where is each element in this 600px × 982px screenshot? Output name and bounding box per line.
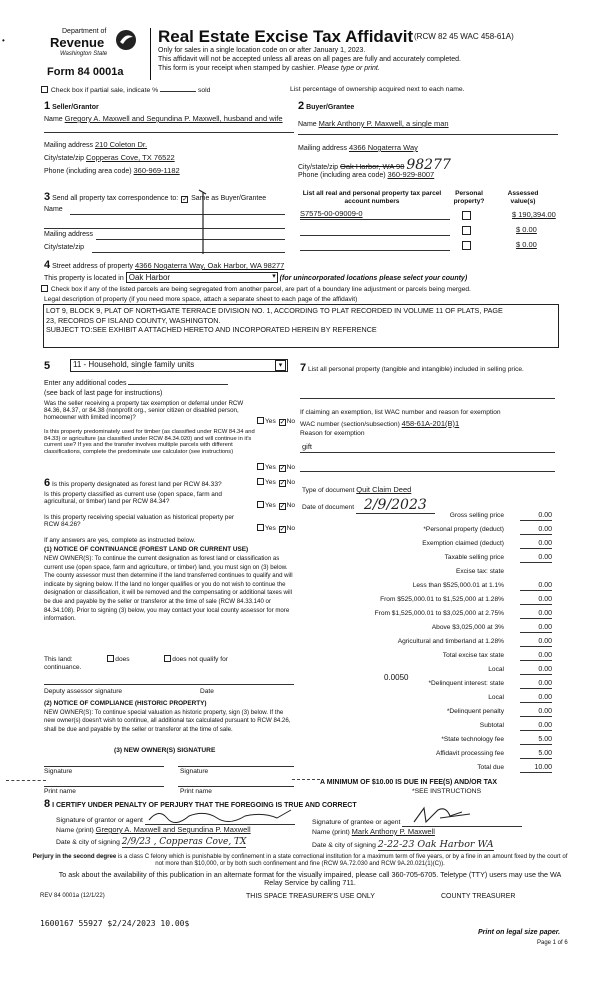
new-owner-signature-line bbox=[44, 766, 164, 767]
section6-q2: Is this property classified as current use (open space, farm and agricultural, or timber) land per RCW 84.34? bbox=[44, 491, 222, 506]
grantee-signature[interactable] bbox=[402, 816, 522, 827]
section3-city-line bbox=[92, 252, 285, 253]
seller-phone-row: Phone (including area code) 360-969-1182 bbox=[44, 166, 180, 175]
q2-yes-checkbox[interactable] bbox=[257, 463, 264, 470]
partial-sale-row: Check box if partial sale, indicate % sold bbox=[40, 86, 210, 95]
if-yes-note: If any answers are yes, complete as instructed below. bbox=[44, 537, 196, 544]
parcel-row bbox=[300, 241, 450, 251]
section6-q1: 6 Is this property designated as forest land per RCW 84.33? bbox=[44, 477, 222, 489]
fee-label: Exemption claimed (deduct) bbox=[422, 540, 504, 547]
page-number: Page 1 of 6 bbox=[537, 940, 568, 946]
section3-name-line2 bbox=[44, 228, 285, 229]
grantee-date-row: Date & city of signing 2-22-23 Oak Harbor WA bbox=[312, 839, 494, 850]
q1-yes-checkbox[interactable] bbox=[257, 417, 264, 424]
fee-value[interactable]: 0.00 bbox=[520, 652, 552, 661]
legal-line-1: LOT 9, BLOCK 9, PLAT OF NORTHGATE TERRACE DIVISION NO. 1, ACCORDING TO PLAT RECORDED IN VOLUME 11 OF PLATS, PAGE bbox=[46, 306, 503, 315]
fee-value[interactable]: 0.00 bbox=[520, 512, 552, 521]
wac-number[interactable]: 458-61A-201(B)1 bbox=[401, 419, 460, 428]
parcel-row: S7575-00-09009-0 bbox=[300, 210, 450, 220]
section4-located-row: This property is located in Oak Harbor ▾ (for unincorporated locations please select your county) bbox=[44, 273, 468, 282]
fee-label: Total excise tax state bbox=[442, 652, 504, 659]
notice3-title: (3) NEW OWNER(S) SIGNATURE bbox=[114, 747, 216, 754]
chevron-down-icon: ▾ bbox=[272, 273, 276, 280]
seller-city-row: City/state/zip Copperas Cove, TX 76522 bbox=[44, 153, 175, 162]
fee-value[interactable]: 0.00 bbox=[520, 596, 552, 605]
section7-line bbox=[300, 398, 555, 399]
grantee-date-place[interactable]: 2-22-23 Oak Harbor WA bbox=[377, 839, 494, 850]
fee-value[interactable]: 0.00 bbox=[520, 554, 552, 563]
pen-stroke-mark bbox=[196, 188, 210, 258]
document-date[interactable]: 2/9/2023 bbox=[356, 497, 435, 514]
dash-line-left bbox=[6, 780, 46, 781]
buyer-phone[interactable]: 360-929-8007 bbox=[387, 170, 435, 179]
assessed-value[interactable]: $ 190,394.00 bbox=[512, 210, 556, 219]
section5-number: 5 bbox=[44, 360, 51, 372]
local-rate: 0.0050 bbox=[384, 673, 409, 682]
grantee-signature-row: Signature of grantee or agent bbox=[312, 816, 522, 827]
legal-line-3: SUBJECT TO:SEE EXHIBIT A ATTACHED HERETO AND INCORPORATED HEREIN BY REFERENCE bbox=[46, 325, 377, 334]
fee-value[interactable]: 0.00 bbox=[520, 610, 552, 619]
dept-revenue: Revenue bbox=[50, 35, 105, 50]
buyer-mailing-row: Mailing address 4366 Nogaterra Way bbox=[298, 143, 418, 152]
see-back: (see back of last page for instructions) bbox=[44, 390, 163, 397]
fee-label: Less than $525,000.01 at 1.1% bbox=[412, 582, 504, 589]
legal-description-box[interactable] bbox=[43, 304, 559, 348]
perjury-notice: Perjury in the second degree is a class C felony which is punishable by confinement in a state correctional institution for a maximum term of five years, or by a fine in an amount fixed by the court of not more than $10,000, or by both such confinement and fine (RCW 9A.72.030 and RCW 9A.20.021(1)(C)). bbox=[32, 853, 568, 868]
use-code-select[interactable]: 11 - Household, single family units ▾ bbox=[70, 359, 288, 372]
personal-header: Personal property? bbox=[453, 190, 485, 205]
legal-label: Legal description of property (if you need more space, attach a separate sheet to each page of the affidavit) bbox=[44, 296, 358, 303]
forest-no-checkbox[interactable]: ✓ bbox=[279, 480, 286, 487]
notice1-title: (1) NOTICE OF CONTINUANCE (FOREST LAND OR CURRENT USE) bbox=[44, 546, 249, 553]
grantee-name-row: Name (print) Mark Anthony P. Maxwell bbox=[312, 827, 435, 836]
fee-value[interactable]: 0.00 bbox=[520, 680, 552, 689]
buyer-heading: 2 Buyer/Grantee bbox=[298, 100, 355, 112]
print-name-line bbox=[178, 786, 294, 787]
fee-label: Excise tax: state bbox=[455, 568, 504, 575]
section5-q1-answer: Yes ✓No bbox=[256, 417, 295, 426]
section4-street-row: 4 Street address of property 4366 Nogaterra Way, Oak Harbor, WA 98277 bbox=[44, 259, 285, 271]
rev-number: REV 84 0001a (12/1/22) bbox=[40, 893, 105, 899]
notice2-text: NEW OWNER(S): To continue special valuation as historic property, sign (3) below. If the new owner(s) doesn't wish to continue, all additional tax calculated pursuant to RCW 84.26, shall be due and payable by the seller or transferor at the time of sale. bbox=[44, 709, 291, 733]
form-rcw: (RCW 82 45 WAC 458-61A) bbox=[414, 32, 514, 41]
does-qualify-checkbox[interactable] bbox=[107, 655, 114, 662]
fee-value[interactable]: 0.00 bbox=[520, 582, 552, 591]
grantor-signature[interactable] bbox=[145, 814, 295, 825]
signature-label: Signature bbox=[44, 768, 73, 775]
fee-label: Affidavit processing fee bbox=[435, 750, 504, 757]
fee-value[interactable]: 0.00 bbox=[520, 638, 552, 647]
fee-label: Total due bbox=[477, 764, 504, 771]
form-title: Real Estate Excise Tax Affidavit bbox=[158, 27, 414, 46]
ownership-note: List percentage of ownership acquired next to each name. bbox=[290, 86, 465, 93]
same-as-buyer-checkbox[interactable]: ✓ bbox=[182, 196, 188, 203]
signature-label: Signature bbox=[180, 768, 209, 775]
section5-q2-answer: Yes ✓No bbox=[256, 463, 295, 472]
fee-value[interactable]: 0.00 bbox=[520, 708, 552, 717]
corner-mark: • bbox=[2, 36, 5, 45]
fee-value[interactable]: 5.00 bbox=[520, 750, 552, 759]
county-treasurer: COUNTY TREASURER bbox=[441, 893, 516, 900]
form-number: Form 84 0001a bbox=[47, 66, 124, 78]
seller-mailing[interactable]: 210 Coleton Dr. bbox=[94, 140, 148, 149]
notice2-title: (2) NOTICE OF COMPLIANCE (HISTORIC PROPERTY) bbox=[44, 700, 207, 707]
header-note-3: This form is your receipt when stamped by cashier. Please type or print. bbox=[158, 65, 380, 72]
wac-row: WAC number (section/subsection) 458-61A-201(B)1 bbox=[300, 419, 460, 428]
legal-paper-note: Print on legal size paper. bbox=[478, 929, 561, 936]
section6-q3: Is this property receiving special valuation as historical property per RCW 84.26? bbox=[44, 514, 235, 529]
fee-label: Local bbox=[488, 694, 504, 701]
fee-label: *Personal property (deduct) bbox=[423, 526, 504, 533]
document-type[interactable]: Quit Claim Deed bbox=[356, 485, 412, 494]
grantor-print-name[interactable]: Gregory A. Maxwell and Segundina P. Maxwell bbox=[95, 825, 251, 834]
header-note-2: This affidavit will not be accepted unless all areas on all pages are fully and accurately completed. bbox=[158, 56, 461, 63]
reason-label: Reason for exemption bbox=[300, 430, 365, 437]
current-use-no-checkbox[interactable]: ✓ bbox=[279, 503, 286, 510]
print-name-label: Print name bbox=[180, 788, 212, 795]
section7-heading: 7 List all personal property (tangible and intangible) included in selling price. bbox=[300, 362, 524, 374]
current-use-yes-checkbox[interactable] bbox=[257, 501, 264, 508]
fee-label: *State technology fee bbox=[441, 736, 504, 743]
fee-label: From $525,000.01 to $1,525,000 at 1.28% bbox=[380, 596, 504, 603]
historic-no-checkbox[interactable]: ✓ bbox=[279, 526, 286, 533]
assessed-value[interactable]: $ 0.00 bbox=[516, 240, 537, 249]
segregated-checkbox[interactable] bbox=[41, 285, 48, 292]
personal-property-checkbox[interactable] bbox=[462, 211, 471, 220]
certify: 8 I CERTIFY UNDER PENALTY OF PERJURY THAT THE FOREGOING IS TRUE AND CORRECT bbox=[44, 798, 357, 810]
continuance-label: continuance. bbox=[44, 664, 82, 671]
grantor-name-row: Name (print) Gregory A. Maxwell and Segundina P. Maxwell bbox=[56, 825, 251, 834]
segregated-row: Check box if any of the listed parcels are being segregated from another parcel, are part of a boundary line adjustment or parcels being merged. bbox=[40, 285, 471, 294]
section3-name-line bbox=[70, 214, 285, 215]
section6-q1-answer: Yes ✓No bbox=[256, 478, 295, 487]
fee-value[interactable]: 0.00 bbox=[520, 666, 552, 675]
notice1-text: NEW OWNER(S): To continue the current designation as forest land or classification as current use (open space, farm and agriculture, or timber) land, you must sign on (3) below. The county assessor must then determine if the land transferred continues to qualify and will indicate by signing below. If the land no longer qualifies or you do not wish to continue the designation or classification, it will be removed and the compensating or additional taxes will be due and payable by the seller or transferor at the time of sale (RCW 84.33.140 or 84.34.108). Prior to signing (3) below, you may contact your local county assessor for more information. bbox=[44, 555, 293, 623]
fee-label: Above $3,025,000 at 3% bbox=[431, 624, 504, 631]
grantor-date-place[interactable]: 2/9/23 , Copperas Cove, TX bbox=[121, 837, 247, 847]
grantor-signature-row: Signature of grantor or agent bbox=[56, 814, 295, 825]
exemption-label: If claiming an exemption, list WAC number and reason for exemption bbox=[300, 409, 501, 416]
seller-heading: 1 Seller/Grantor bbox=[44, 100, 99, 112]
seller-name[interactable]: Gregory A. Maxwell and Segundina P. Maxwell, husband and wife bbox=[64, 114, 283, 123]
revenue-swirl-icon bbox=[114, 28, 138, 52]
minimum-notice: A MINIMUM OF $10.00 IS DUE IN FEE(S) AND/OR TAX bbox=[320, 779, 498, 786]
treasurer-stamp: 1600167 55927 $2/24/2023 10.00$ bbox=[40, 919, 190, 928]
grantee-print-name[interactable]: Mark Anthony P. Maxwell bbox=[351, 827, 435, 836]
section3-mailing-line bbox=[96, 239, 285, 240]
dash-line-mid bbox=[292, 779, 320, 780]
header-note-1: Only for sales in a single location code on or after January 1, 2023. bbox=[158, 47, 366, 54]
buyer-mailing[interactable]: 4366 Nogaterra Way bbox=[348, 143, 418, 152]
land-qualify-row: This land: does does not qualify for bbox=[44, 656, 228, 663]
fee-label: From $1,525,000.01 to $3,025,000 at 2.75% bbox=[374, 610, 504, 617]
section3-mailing-row: Mailing address bbox=[44, 231, 94, 238]
section5-q2: Is this property predominately used for timber (as classified under RCW 84.34 and 84.33) or agriculture (as classified under RCW 84.34.020) and will continue in it's current use? If yes and the transfer involves multiple parcels with different classifications, complete the predominate use calculator (see instructions) bbox=[44, 429, 255, 455]
fee-label: Taxable selling price bbox=[444, 554, 504, 561]
fee-value[interactable]: 0.00 bbox=[520, 722, 552, 731]
dept-state: Washington State bbox=[60, 51, 108, 57]
dept-line1: Department of bbox=[62, 28, 107, 35]
buyer-name-line2 bbox=[298, 134, 558, 135]
parcel-header: List all real and personal property tax parcel account numbers bbox=[302, 190, 442, 205]
fee-label: *Delinquent penalty bbox=[446, 708, 504, 715]
grantor-date-row: Date & city of signing 2/9/23 , Copperas Cove, TX bbox=[56, 837, 247, 847]
buyer-city-handwritten: 98277 bbox=[406, 157, 451, 173]
q1-no-checkbox[interactable]: ✓ bbox=[279, 419, 286, 426]
assessed-header: Assessed value(s) bbox=[507, 190, 539, 205]
buyer-city[interactable]: Oak Harbor, WA 98 bbox=[340, 162, 405, 171]
buyer-name-row: Name Mark Anthony P. Maxwell, a single man bbox=[298, 119, 449, 128]
new-owner-signature-line bbox=[178, 766, 294, 767]
section3-city-row: City/state/zip bbox=[44, 244, 85, 251]
reason-line bbox=[300, 452, 555, 453]
seller-name-line2 bbox=[44, 132, 294, 133]
see-instructions: *SEE INSTRUCTIONS bbox=[412, 788, 482, 795]
q2-no-checkbox[interactable]: ✓ bbox=[279, 465, 286, 472]
doc-type-row: Type of document Quit Claim Deed bbox=[302, 485, 412, 494]
fee-value[interactable]: 5.00 bbox=[520, 736, 552, 745]
fee-value[interactable]: 0.00 bbox=[520, 694, 552, 703]
fee-value[interactable]: 0.00 bbox=[520, 624, 552, 633]
fee-label: *Delinquent interest: state bbox=[428, 680, 504, 687]
header-divider bbox=[150, 28, 151, 80]
doc-date-row: Date of document 2/9/2023 bbox=[302, 497, 435, 513]
buyer-city-row: City/state/zip Oak Harbor, WA 98 98277 bbox=[298, 157, 451, 173]
property-street[interactable]: 4366 Nogaterra Way, Oak Harbor, WA 98277 bbox=[134, 261, 285, 270]
fee-label: Agricultural and timberland at 1.28% bbox=[397, 638, 504, 645]
personal-property-checkbox[interactable] bbox=[462, 241, 471, 250]
section6-q3-answer: Yes ✓No bbox=[256, 524, 295, 533]
legal-line-2: 23, RECORDS OF ISLAND COUNTY, WASHINGTON. bbox=[46, 315, 221, 325]
exemption-reason[interactable]: gift bbox=[302, 442, 313, 451]
assessed-value[interactable]: $ 0.00 bbox=[516, 225, 537, 234]
chevron-down-icon: ▾ bbox=[275, 360, 286, 371]
does-not-qualify-checkbox[interactable] bbox=[164, 655, 171, 662]
fee-label: Subtotal bbox=[479, 722, 504, 729]
location-select[interactable]: Oak Harbor ▾ bbox=[126, 272, 278, 283]
seller-mailing-row: Mailing address 210 Coleton Dr. bbox=[44, 140, 148, 149]
fee-value[interactable]: 0.00 bbox=[520, 526, 552, 535]
forest-yes-checkbox[interactable] bbox=[257, 478, 264, 485]
fee-value[interactable]: 0.00 bbox=[520, 540, 552, 549]
deputy-label: Deputy assessor signature bbox=[44, 688, 123, 695]
section3-heading: 3 Send all property tax correspondence to: ✓ Same as Buyer/Grantee bbox=[44, 191, 267, 203]
availability-notice: To ask about the availability of this publication in an alternate format for the visually impaired, please call 360-705-6705. Teletype (TTY) users may use the WA Relay Service by calling 711. bbox=[58, 870, 562, 888]
fee-value[interactable]: 10.00 bbox=[520, 764, 552, 773]
seller-city[interactable]: Copperas Cove, TX 76522 bbox=[86, 153, 175, 162]
treasurer-use: THIS SPACE TREASURER'S USE ONLY bbox=[246, 893, 375, 900]
partial-sale-checkbox[interactable] bbox=[41, 86, 48, 93]
section5-q1: Was the seller receiving a property tax exemption or deferral under RCW 84.36, 84.37, or 84.38 (nonprofit org., senior citizen or disabled person, homeowner with limited income)? bbox=[44, 400, 244, 422]
historic-yes-checkbox[interactable] bbox=[257, 524, 264, 531]
seller-phone[interactable]: 360-969-1182 bbox=[133, 166, 180, 175]
fee-label: Local bbox=[488, 666, 504, 673]
personal-property-checkbox[interactable] bbox=[462, 226, 471, 235]
reason-line bbox=[300, 471, 555, 472]
grantor-signature-scribble bbox=[145, 808, 295, 824]
buyer-name[interactable]: Mark Anthony P. Maxwell, a single man bbox=[318, 119, 449, 128]
deputy-signature-line bbox=[44, 684, 294, 685]
parcel-row bbox=[300, 226, 450, 236]
deputy-date-label: Date bbox=[200, 688, 214, 695]
print-name-label: Print name bbox=[44, 788, 76, 795]
buyer-phone-row: Phone (including area code) 360-929-8007 bbox=[298, 170, 435, 179]
section3-name-row: Name bbox=[44, 206, 63, 213]
print-name-line bbox=[44, 786, 164, 787]
additional-codes: Enter any additional codes bbox=[44, 380, 228, 388]
section6-q2-answer: Yes ✓No bbox=[256, 501, 295, 510]
seller-name-row: Name Gregory A. Maxwell and Segundina P. Maxwell, husband and wife bbox=[44, 114, 283, 123]
grantee-signature-scribble bbox=[410, 804, 490, 826]
fee-label: Gross selling price bbox=[449, 512, 504, 519]
